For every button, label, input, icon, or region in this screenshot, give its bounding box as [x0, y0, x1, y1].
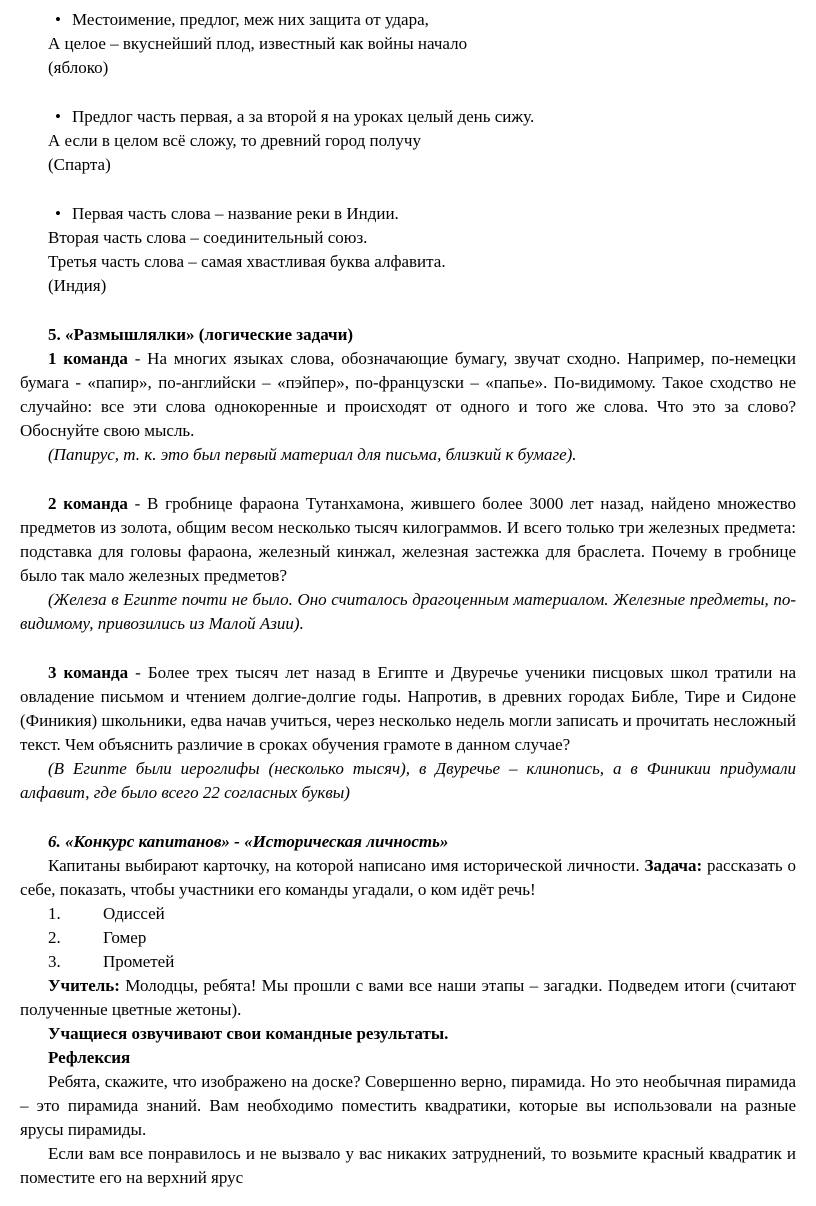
captain-name: Гомер — [103, 928, 147, 947]
bullet-icon: • — [55, 107, 61, 126]
section-6-heading: 6. «Конкурс капитанов» - «Историческая личность» — [48, 832, 449, 851]
team-1-task-text: - На многих языках слова, обозначающие бумагу, звучат сходно. Например, по-немецки бумага - «папир», по-английски – «пэйпер», по-французски – «папье». По-видимому. Такое сходство не случайно: все эти слова однокоренные и происходят от одного и того же слова. Что это за слово? Обоснуйте свою мысль. — [20, 349, 796, 440]
riddle-line: Вторая часть слова – соединительный союз. — [48, 228, 368, 247]
riddle-line: А целое – вкуснейший плод, известный как войны начало — [48, 34, 468, 53]
riddle-answer: (Индия) — [48, 276, 107, 295]
riddle-text: Предлог часть первая, а за второй я на уроках целый день сижу. — [72, 107, 535, 126]
captain-number: 3. — [48, 952, 61, 971]
reflection-heading: Рефлексия — [48, 1048, 131, 1067]
riddle-item-sparta — [48, 105, 796, 177]
captains-intro-text: Капитаны выбирают карточку, на которой написано имя исторической личности. — [48, 856, 645, 875]
team-2-task-text: - В гробнице фараона Тутанхамона, жившего более 3000 лет назад, найдено множество предметов из золота, общим весом несколько тысяч килограммов. И всего только три железных предмета: подставка для головы фараона, железный кинжал, железная застежка для браслета. Почему в гробнице было так мало железных предметов? — [20, 494, 797, 585]
riddle-line — [48, 105, 796, 129]
captains-task-text: рассказать о себе, показать, чтобы участники его команды угадали, о ком идёт речь! — [20, 856, 797, 899]
captain-number: 1. — [48, 904, 61, 923]
riddle-text: Местоимение, предлог, меж них защита от удара, — [72, 10, 429, 29]
team-2-task-paragraph — [20, 492, 796, 588]
captain-name: Одиссей — [103, 904, 165, 923]
riddle-text: Первая часть слова – название реки в Индии. — [72, 204, 399, 223]
teacher-paragraph — [20, 974, 796, 1022]
riddle-answer: (Спарта) — [48, 155, 111, 174]
section-5-heading: 5. «Размышлялки» (логические задачи) — [48, 325, 354, 344]
captain-option-1 — [20, 902, 796, 926]
team-3-task-paragraph — [20, 661, 796, 757]
team-3-label: 3 команда — [48, 663, 129, 682]
task-label: Задача: — [644, 856, 703, 875]
reflection-paragraph-1: Ребята, скажите, что изображено на доске? Совершенно верно, пирамида. Но это необычная пирамида – это пирамида знаний. Вам необходимо поместить квадратики, которые вы использовали на разные ярусы пирамиды. — [20, 1072, 796, 1139]
riddle-line: А если в целом всё сложу, то древний город получу — [48, 131, 421, 150]
riddle-line — [48, 202, 796, 226]
riddle-line: Третья часть слова – самая хвастливая буква алфавита. — [48, 252, 446, 271]
reflection-paragraph-2: Если вам все понравилось и не вызвало у вас никаких затруднений, то возьмите красный квадратик и поместите его на верхний ярус — [20, 1144, 796, 1187]
team-3-task-text: - Более трех тысяч лет назад в Египте и Двуречье ученики писцовых школ тратили на овладение письмом и чтением долгие-долгие годы. Напротив, в древних городах Библе, Тире и Сидоне (Финикия) школьники, едва начав учиться, через несколько недель могли записать и прочитать несложный текст. Чем объяснить различие в сроках обучения грамоте в данном случае? — [20, 663, 796, 754]
team-1-answer: (Папирус, т. к. это был первый материал для письма, близкий к бумаге). — [48, 445, 577, 464]
team-1-label: 1 команда — [48, 349, 128, 368]
team-1-task-paragraph — [20, 347, 796, 443]
captain-option-2 — [20, 926, 796, 950]
riddle-answer: (яблоко) — [48, 58, 109, 77]
riddle-item-apple — [48, 8, 796, 80]
riddle-line — [48, 8, 796, 32]
students-result-line: Учащиеся озвучивают свои командные результаты. — [48, 1024, 449, 1043]
teacher-text: Молодцы, ребята! Мы прошли с вами все наши этапы – загадки. Подведем итоги (считают полученные цветные жетоны). — [20, 976, 796, 1019]
bullet-icon: • — [55, 10, 61, 29]
teacher-label: Учитель: — [48, 976, 120, 995]
captain-number: 2. — [48, 928, 61, 947]
captain-name: Прометей — [103, 952, 175, 971]
team-3-answer: (В Египте были иероглифы (несколько тысяч), в Двуречье – клинопись, а в Финикии придумали алфавит, где было всего 22 согласных буквы) — [20, 759, 796, 802]
team-2-label: 2 команда — [48, 494, 128, 513]
bullet-icon: • — [55, 204, 61, 223]
team-2-answer: (Железа в Египте почти не было. Оно считалось драгоценным материалом. Железные предметы, по-видимому, привозились из Малой Азии). — [20, 590, 796, 633]
captain-option-3 — [20, 950, 796, 974]
riddle-item-india — [48, 202, 796, 298]
captains-intro-paragraph — [20, 854, 796, 902]
